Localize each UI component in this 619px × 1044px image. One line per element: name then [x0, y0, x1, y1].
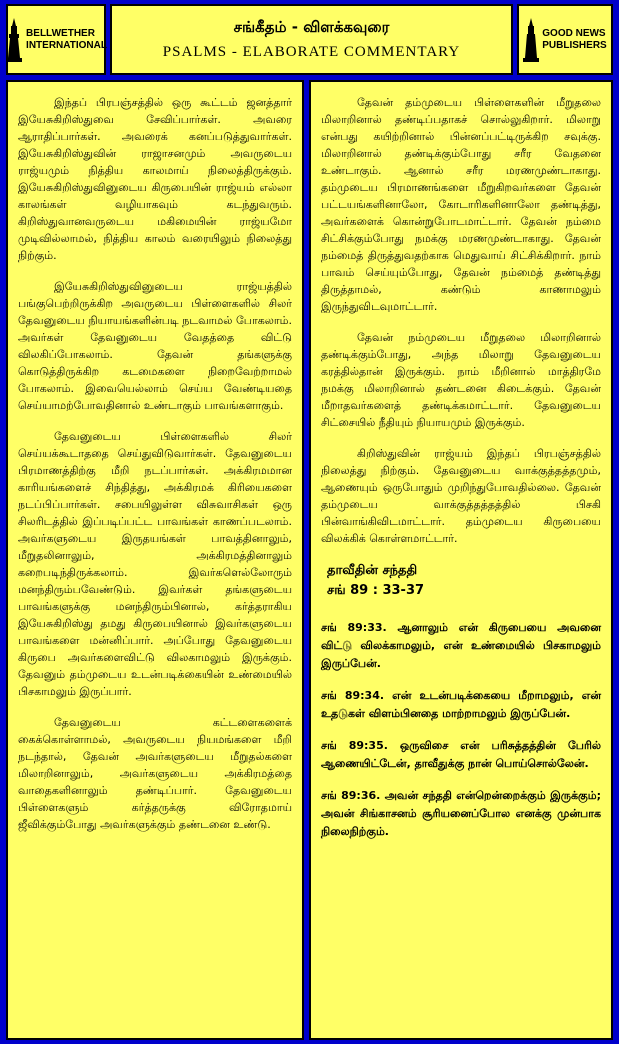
good-news-logo [517, 4, 613, 75]
verse-89-35: சங் 89:35. ஒருவிசை என் பரிசுத்தத்தின் பேரில் ஆணையிட்டேன், தாவீதுக்கு நான் பொய்சொல்லேன். [321, 739, 601, 770]
page-title-english: PSALMS - ELABORATE COMMENTARY [162, 44, 461, 60]
left-paragraph-4: தேவனுடைய கட்டளைகளைக் கைக்கொள்ளாமல், அவருடைய நியமங்களை மீறி நடந்தால், தேவன் அவர்களுடைய மீறுதல்களை மிலாறினாலும், அவர்களுடைய அக்கிரமத்தை வாதைகளினாலும் தண்டிப்பார். தேவனுடைய பிள்ளைகளும் கர்த்தருக்கு விரோதமாய் ஜீவிக்கும்போது அவர்களுக்கும் தண்டனை உண்டு. [18, 716, 292, 831]
right-paragraph-1: தேவன் தம்முடைய பிள்ளைகளின் மீறுதலை மிலாறினால் தண்டிப்பதாகச் சொல்லுகிறார். மிலாறு என்பது கயிற்றினால் பின்னப்பட்டிருக்கிற சவுக்கு. மிலாறினால் தண்டிக்கும்போது சரீர வேதனை உண்டாகும். ஆனால் சரீர மரணமுண்டாகாது. தம்முடைய பிரமாணங்களை மீறுகிறவர்களை தேவன் பட்டயங்களினாலோ, கோடாரிகளினாலோ தண்டித்து, அவர்களைக் கொன்றுபோடமாட்டார். தேவன் நம்மை சிட்சிக்கும்போது நமக்கு மரணமுண்டாகாது. தேவன் நம்மைத் திருத்துவதற்காக மெதுவாய் சிட்சிக்கிறார். நாம் பாவம் செய்யும்போது, தேவன் நம்மைத் தண்டித்து திருத்தாமல், கண்டும் காணாமலும் இருந்துவிடவுமாட்டார். [321, 96, 601, 313]
section-heading-reference: சங் 89 : 33-37 [327, 583, 425, 598]
verse-89-33: சங் 89:33. ஆனாலும் என் கிருபையை அவனை விட்டு விலக்காமலும், என் உண்மையில் பிசகாமலும் இருப்பேன். [321, 621, 601, 670]
bellwether-logo-row [5, 18, 107, 62]
tower-icon [523, 18, 539, 62]
right-paragraph-2: தேவன் நம்முடைய மீறுதலை மிலாறினால் தண்டிக்கும்போது, அந்த மிலாறு தேவனுடைய கரத்தில்தான் இருக்கும். நாம் மீறினால் மாத்திரமே நமக்கு மிலாறினால் தண்டனை கிடைக்கும். தேவன் மீறாதவர்களைத் தண்டிக்கமாட்டார். தேவனுடைய சிட்சையில் நீதியும் நியாயமும் இருக்கும். [321, 331, 601, 429]
bellwether-line1: BELLWETHER [26, 27, 95, 39]
tower-icon [5, 18, 23, 62]
section-heading-title: தாவீதின் சந்ததி [327, 563, 418, 578]
bellwether-logo [6, 4, 106, 75]
right-paragraph-3: கிறிஸ்துவின் ராஜ்யம் இந்தப் பிரபஞ்சத்தில் நிலைத்து நிற்கும். தேவனுடைய வாக்குத்தத்தமும், ஆணையும் ஒருபோதும் முறிந்துபோவதில்லை. தேவன் தம்முடைய வாக்குத்தத்தத்தில் பிசகி பின்வாங்கிவிடமாட்டார். தம்முடைய கிருபையை விலக்கிக் கொள்ளமாட்டார். [321, 447, 601, 545]
good-news-logo-text [542, 28, 606, 52]
verse-89-34: சங் 89:34. என் உடன்படிக்கையை மீறாமலும், என் உதடுகள் விளம்பினதை மாற்றாமலும் இருப்பேன். [321, 689, 601, 720]
right-column [309, 80, 613, 1040]
good-news-logo-row [523, 18, 606, 62]
section-heading [327, 561, 601, 601]
title-box [110, 4, 513, 75]
left-column [6, 80, 304, 1040]
left-paragraph-2: இயேசுகிறிஸ்துவினுடைய ராஜ்யத்தில் பங்குபெற்றிருக்கிற அவருடைய பிள்ளைகளில் சிலர் தேவனுடைய நியாயங்களின்படி நடவாமல் போகலாம். அவர்கள் தேவனுடைய வேதத்தை விட்டு விலகிப்போகலாம். தேவன் தங்களுக்கு கொடுத்திருக்கிற கடமைகளை நிறைவேற்றாமல் போகலாம். இவையெல்லாம் செய்ய வேண்டியதை செய்யாமற்போவதினால் உண்டாகும் பாவங்களாகும். [18, 280, 292, 412]
bellwether-line2: INTERNATIONAL [26, 39, 107, 51]
good-news-line1: GOOD NEWS [542, 27, 606, 39]
verse-89-36: சங் 89:36. அவன் சந்ததி என்றென்றைக்கும் இருக்கும்; அவன் சிங்காசனம் சூரியனைப்போல எனக்கு முன்பாக நிலைநிற்கும். [321, 789, 601, 838]
page-title-tamil: சங்கீதம் - விளக்கவுரை [233, 18, 390, 36]
left-paragraph-3: தேவனுடைய பிள்ளைகளில் சிலர் செய்யக்கூடாததை செய்துவிடுவார்கள். தேவனுடைய பிரமாணத்திற்கு மீறி நடப்பார்கள். அக்கிரமமான காரியங்களைச் சிந்தித்து, அக்கிரமக் கிரியைகளை நடப்பிப்பார்கள். சபையிலுள்ள விசுவாசிகள் ஒரு சிலரிடத்தில் இப்படிப்பட்ட பாவங்கள் காணப்படலாம். அவர்களுடைய இருதயங்கள் பாவத்தினாலும், மீறுதலினாலும், அக்கிரமத்தினாலும் கறைபடிந்திருக்கலாம். இவர்களெல்லோரும் மனந்திரும்பவேண்டும். இவர்கள் தங்களுடைய பாவங்களுக்கு மனந்திரும்பினால், கர்த்தராகிய இயேசுகிறிஸ்து தமது கிருபையினால் இவர்களுடைய பாவங்களை மன்னிப்பார். அப்போது தேவனுடைய கிருபை அவர்களைவிட்டு விலகாமலும் இருக்கும். தேவனும் தம்முடைய உடன்படிக்கையின் உண்மையில் பிசகாமலும் இருப்பார். [18, 430, 292, 698]
bellwether-logo-text [26, 28, 107, 52]
left-paragraph-1: இந்தப் பிரபஞ்சத்தில் ஒரு கூட்டம் ஜனத்தார் இயேசுகிறிஸ்துவை சேவிப்பார்கள். அவரை ஆராதிப்பார்கள். அவரைக் கனப்படுத்துவார்கள். இயேசுகிறிஸ்துவின் ராஜாசனமும் அவருடைய ராஜ்யமும் நித்திய காலமாய் நிலைத்திருக்கும். இயேசுகிறிஸ்துவினுடைய கிருபையின் ராஜ்யம் எல்லா காலங்கள் வழியாகவும் கடந்துவரும். கிறிஸ்துவானவருடைய மகிமையின் ராஜ்யமோ முடிவில்லாமல், நித்திய காலம் வரையிலும் நிலைத்து நிற்கும். [18, 96, 292, 262]
good-news-line2: PUBLISHERS [542, 39, 607, 51]
page-header [6, 4, 613, 75]
